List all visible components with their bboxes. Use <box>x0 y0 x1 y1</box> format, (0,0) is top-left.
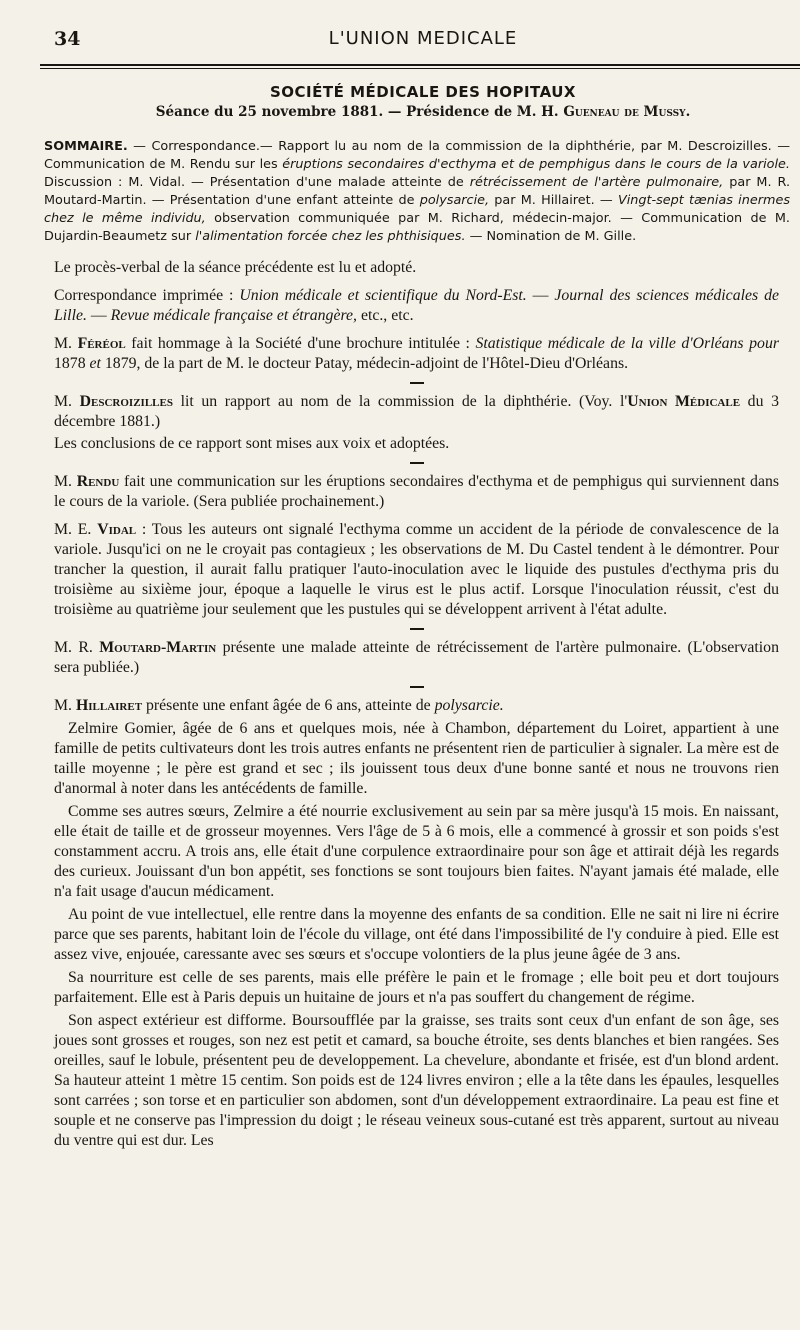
summary-italic: rétrécissement de l'artère pulmonaire, <box>469 175 724 190</box>
speaker-name: Moutard-Martin <box>99 639 217 656</box>
journal-title: L'UNION MEDICALE <box>328 28 518 49</box>
header-rule-thin <box>40 68 800 69</box>
text-run: lit un rapport au nom de la commission de la diphthérie. (Voy. l' <box>172 393 628 410</box>
summary-italic: l'alimentation forcée chez les phthisiques. <box>195 229 466 244</box>
paragraph-conclusions: Les conclusions de ce rapport sont mises aux voix et adoptées. <box>54 435 450 452</box>
summary-italic: éruptions secondaires d'ecthyma et de pemphigus dans le cours de la variole. <box>282 157 790 172</box>
paragraph-case-aspect: Son aspect extérieur est difforme. Boursoufflée par la graisse, ses traits sont ceux d'un enfant de son âge, ses joues sont grosses et rouges, son nez est petit et camard, sa bouche étroite, ses dents blanches et bien rangées. Ses oreilles, sauf le lobule, présentent peu de developpement. La chevelure, abondante et frisée, est d'un blond ardent. Sa hauteur atteint 1 mètre 15 centim. Son poids est de 124 livres environ ; elle a la tête dans les épaules, lesquelles sont carrées ; son torse et en particulier son abdomen, sont d'un développement extraordinaire. La peau est fine et souple et ne conserve pas l'impression du doigt ; le réseau veineux sous-cutané est très apparent, surtout au niveau du ventre qui est dur. Les <box>54 1012 779 1149</box>
running-head <box>54 28 792 58</box>
paragraph-case-family: Zelmire Gomier, âgée de 6 ans et quelques mois, née à Chambon, département du Loiret, appartient à une famille de petits cultivateurs dont les trois autres enfants ne présentent rien de particulier à signaler. La mère est de taille moyenne ; le père est grand et sec ; ils jouissent tous deux d'une bonne santé et nous ne trouvons rien d'anormal à noter dans les antécédents de famille. <box>54 720 779 797</box>
journal-name: Journal des sciences médicales de Lille. <box>54 287 779 324</box>
summary-italic: polysarcie, <box>419 193 490 208</box>
text-run: M. <box>54 335 78 352</box>
paragraph-descroizilles <box>54 392 779 432</box>
summary-label: SOMMAIRE. <box>44 139 128 154</box>
summary-text: par M. Hillairet. — <box>489 193 618 208</box>
paragraph-vidal <box>54 520 779 620</box>
text-run: etc., etc. <box>357 307 414 324</box>
text-run: M. R. <box>54 639 100 656</box>
text-run: présente une malade atteinte de rétrécissement de l'artère pulmonaire. (L'observation sera publiée.) <box>54 639 779 676</box>
diagnosis: polysarcie. <box>434 697 504 714</box>
text-run: — <box>526 287 555 304</box>
text-run: : Tous les auteurs ont signalé l'ecthyma comme un accident de la période de convalescence de la variole. Jusqu'ici on ne le croyait pas contagieux ; les observations de M. Du Castel tendent à le démontrer. Pour trancher la question, il aurait fallu pratiquer l'auto-inoculation avec le liquide des pustules d'ecthyma pris du troisième au sixième jour, époque a laquelle le virus est le plus actif. Lorsque l'inoculation réussit, c'est du troisième au quatrième jour seulement que les pustules qui se développent arrivent à l'état adulte. <box>54 521 780 618</box>
text-run: 1879, de la part de M. le docteur Patay, médecin-adjoint de l'Hôtel-Dieu d'Orléans. <box>100 355 629 372</box>
session-line <box>54 104 792 120</box>
summary-block <box>44 138 790 246</box>
paragraph-correspondence <box>54 286 779 326</box>
speaker-name: Rendu <box>76 473 120 490</box>
header-rule <box>40 64 800 66</box>
speaker-name: Féréol <box>77 335 126 352</box>
summary-italic: Vingt-sept tænias inermes chez le même individu, <box>44 193 790 226</box>
text-run: M. <box>54 393 80 410</box>
text-run: du 3 décembre 1881.) <box>54 393 779 430</box>
speaker-name: Descroizilles <box>79 393 173 410</box>
journal-name: Union médicale et scientifique du Nord-Est. <box>239 287 527 304</box>
text-run: M. <box>54 473 77 490</box>
summary-text: Discussion : M. Vidal. — Présentation d'une malade atteinte de <box>44 175 470 190</box>
session-text: Séance du 25 novembre 1881. — Présidence de M. H. <box>155 104 564 120</box>
paragraph-hillairet <box>54 696 779 716</box>
summary-text: par M. R. Moutard-Martin. — Présentation d'une enfant atteinte de <box>44 175 791 208</box>
separator-rule <box>410 382 424 384</box>
text-run-italic: et <box>89 355 101 372</box>
journal-name: Revue médicale française et étrangère, <box>110 307 357 324</box>
section-title: SOCIÉTÉ MÉDICALE DES HOPITAUX <box>269 83 576 101</box>
text-run: fait hommage à la Société d'une brochure intitulée : <box>125 335 476 352</box>
separator-rule <box>410 628 424 630</box>
summary-text: observation communiquée par M. Richard, médecin-major. — Communication de M. Dujardin-Beaumetz sur <box>44 211 790 244</box>
summary-text: — Nomination de M. Gille. <box>465 229 637 244</box>
text-run: présente une enfant âgée de 6 ans, atteinte de <box>142 697 435 714</box>
paragraph-case-diet: Sa nourriture est celle de ses parents, mais elle préfère le pain et le fromage ; elle boit peu et dort toujours parfaitement. Elle est à Paris depuis un huitaine de jours et n'a pas souffert du changement de régime. <box>54 969 779 1006</box>
paragraph-moutard-martin <box>54 638 779 678</box>
session-end: . <box>685 104 691 120</box>
page-number: 34 <box>54 28 81 50</box>
text-run: M. E. <box>54 521 98 538</box>
journal-name: Union Médicale <box>627 393 741 410</box>
text-run: Correspondance imprimée : <box>54 287 240 304</box>
text-run: M. <box>54 697 76 714</box>
session-president: Gueneau de Mussy <box>563 104 686 120</box>
paragraph-rendu <box>54 472 779 512</box>
speaker-name: Vidal <box>97 521 137 538</box>
brochure-title: Statistique médicale de la ville d'Orléans pour <box>475 335 779 352</box>
body-text <box>54 258 779 1151</box>
paragraph-minutes: Le procès-verbal de la séance précédente est lu et adopté. <box>54 259 417 276</box>
text-run: fait une communication sur les éruptions secondaires d'ecthyma et de pemphigus qui surviennent dans le cours de la variole. (Sera publiée prochainement.) <box>54 473 779 510</box>
paragraph-fereol <box>54 334 779 374</box>
text-run: — <box>86 307 111 324</box>
paragraph-case-intellect: Au point de vue intellectuel, elle rentre dans la moyenne des enfants de sa condition. Elle ne sait ni lire ni écrire parce que ses parents, habitant loin de l'école du village, ont été dans l'impossibilité de l'y conduire à pied. Elle est assez vive, enjouée, caressante avec ses sœurs et s'occupe volontiers de la plus jeune âgée de 3 ans. <box>54 906 779 963</box>
separator-rule <box>410 462 424 464</box>
speaker-name: Hillairet <box>75 697 143 714</box>
separator-rule <box>410 686 424 688</box>
summary-text: — Correspondance.— Rapport lu au nom de la commission de la diphthérie, par M. Descroizilles. — Communication de M. Rendu sur les <box>44 139 790 172</box>
text-run: 1878 <box>54 355 90 372</box>
paragraph-case-growth: Comme ses autres sœurs, Zelmire a été nourrie exclusivement au sein par sa mère jusqu'à 15 mois. En naissant, elle était de taille et de grosseur moyennes. Vers l'âge de 5 à 6 mois, elle a commencé à grossir et son poids s'est constamment accru. A trois ans, elle était d'une corpulence extraordinaire pour son âge et attirait déjà les regards des curieux. Jouissant d'un bon appétit, ses fonctions se sont toujours bien faites. N'ayant jamais été malade, elle n'a fait usage d'aucun médicament. <box>54 803 779 900</box>
